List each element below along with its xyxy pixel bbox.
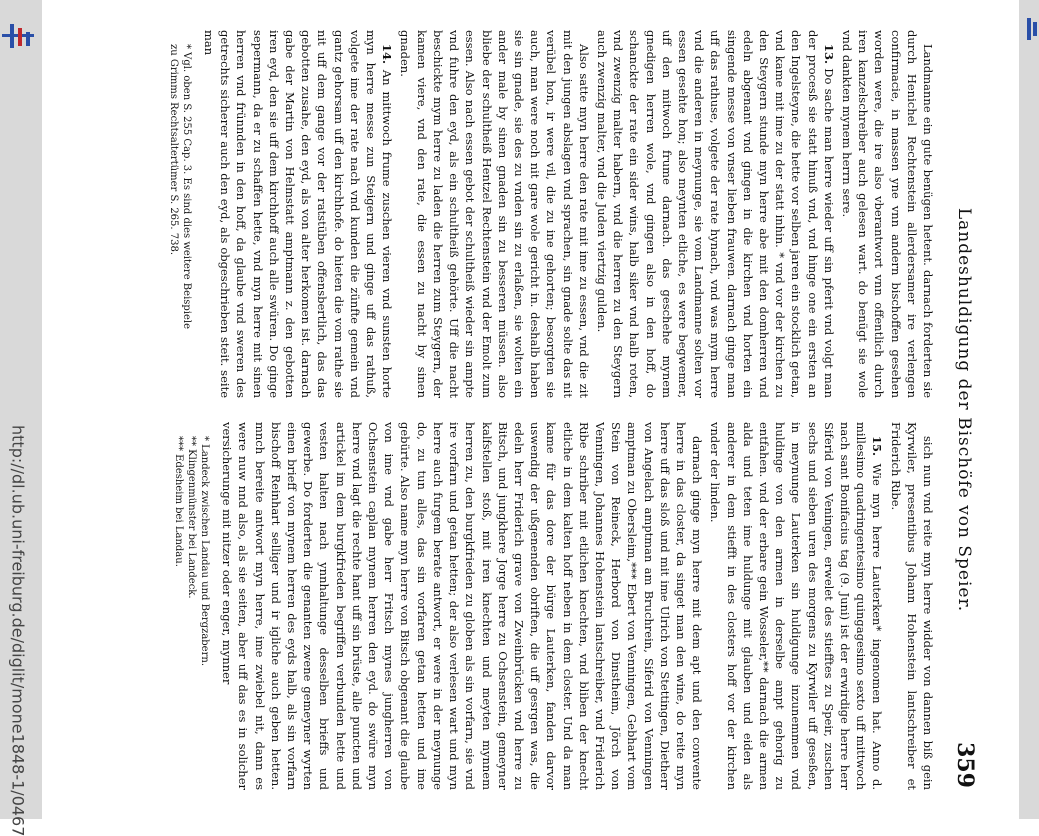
scanned-page (80, 30, 980, 790)
footnote: * Vgl. oben S. 255 Cap. 3. Es sind dies weitere Beispiele (180, 44, 192, 330)
footnotes-right (172, 422, 211, 790)
footnote: *** Edesheim bei Landau. (173, 436, 185, 567)
footnotes-left (167, 30, 193, 398)
paragraph: Also satte myn herre den rate mit ime zu essen, vnd die zit mit den jungen abslagen vnd sprachen, sin gnade solte das nit verübel hon, ir were vil, die zu ine gehorten; besorgten sie auch, man were noch nit gare wole gericht in. deshalb haben sie sin gnade, sie des zu vnden sin zu erlaßen, sie wolten ein ander male by sinen gnaden sin zu besseren müssen. also bliebe der schultheiß Hentzel Rechtenstein vnd der Emolt zum essen. Also nach essen gebot der schultheiß wieder sin ampte vnd fuhre den eyd, als ein schultheiß gehörte. Uff die nacht beschickte mym herre zu laden die herren zum Steygern, der kamen viere, vnd den rate, die essen zu nacht by sinen gnaden. (398, 30, 591, 398)
viewer-left-margin (0, 0, 42, 836)
section-number: 15. (870, 436, 885, 457)
document-url[interactable]: http://dl.ub.uni-freiburg.de/diglit/mone1848-1/0467 (8, 425, 28, 836)
section-number: 14. (380, 44, 395, 65)
paragraph: sich nun vnd reite myn herre widder von dannen biß gein Kyrwiler, presentibus Johann Hohenstein lantschreiber et Friderich Ribe. (888, 422, 935, 790)
viewer-right-margin (1019, 0, 1039, 819)
section-13 (594, 30, 837, 398)
section-15 (707, 422, 885, 790)
page-header (944, 30, 978, 790)
scanned-page-content (80, 30, 980, 790)
text-column-left (96, 30, 936, 398)
section-14 (201, 30, 395, 398)
text-column-right (96, 422, 936, 790)
library-logo-icon-right (1027, 18, 1037, 40)
running-head: Landeshuldigung der Bischöfe von Speier. (954, 207, 974, 613)
footnote: zu Grimms Rechtsaltertümer S. 265. 738. (167, 44, 179, 256)
footnote: * Landeck zwischen Landau und Bergzabern. (199, 436, 211, 666)
paragraph: Landmanne ein gute benügen hetent. darnach forderten sie durch Henichel Rechtenstein allerdersamer ire verlengen confirmacie, in massen yne vnn andern bischoffen gesehen worden were, die ire also vberantwort vnn offentlich durch iren kanzelschreiber auch gelesen wart. do benügt sie wole vnd dankten mynem herrn sere. (839, 30, 935, 398)
section-number: 13. (821, 44, 836, 65)
section-text: Do sache man herre wieder uff sin pferit vnd volgt man der procesß sie statt hinuß vnd, vnd hinge one ein ersten an den Ingelsteyne, die hette vor selben jaren ein stocklich getan, vnd kame mit ime zu der statt inhin. * vnd vor der kirchen zu den Steygern stunde myn herre abe mit den domherren vnd edeln abgenant vnd gingen in die kirchen vnd horten ein singende messe von vnser lieben frauwen. darnach ginge man uff das rathuse, volgete der rate hynach, vnd was mym herre vnd die anderen in meynunge, sie vom Landmanne solten vor essen gesehte hon; also meynten etliche, es were begwemer, uff den mitwoch frume darnach. das geschehe mynem gnedigen herren wole, vnd gingen also in den hoff, do schanckte der rate ein sider wins, halb siker vnd halb roten, vnd zwenzig malter habern, vnd die herren zu den Steygern auch zwenzig malter, vnd die Juden viertzig gulden. (594, 30, 836, 398)
section-text: Wie myn herre Lauterken* ingenomen hat. Anno d. millesimo quadringentesimo quingagesimo sexto uff mittwoch nach sant Bonifacius tag (9. Juni) ist der erwirdige herre herr Siferid von Veningen, erwelet des stiefftes zu Speir, zuschen sechs und sieben uren des morgens zu Kyrwiler uff geseßen, in meynunge Lauterken sin huldigunge inzunemmen vnd huldinge von den armen in derselbe ampt gehorig zu entfahen. vnd der erbare gein Wosseler,** darnach die armen alda und teten ime huldunge mit glauben und eiden als anderer in dem stiefft in des closters hoff vor der kirchen vnder der linden. (708, 422, 885, 790)
library-logo-icon (2, 22, 34, 50)
paragraph: darnach ginge myn herre mit dem apt und den convente herre in das closter, da singet man den wine, do reite myn herre uff das sloß und mit ime Ulrich von Stettingen, Dietherr von Angelach amptman am Bruchrein, Siferid von Venningen amptman zu Obersleim,*** Ebert von Venningen, Gebhart vom Stein von Reineck, Herbord von Dinstheim, Jörch von Venningen, Johannes Hohenstein lantschreiber, vnd Friderich Ribe schriber mit etlichen knechten, vnd bliben der knecht etliche in dem kalten hoff neben in dem closter. Und da man kame für das dore der bürge Lauterken, fanden darvor uswendig der ußgenenden obriften, die uff gesrgen was, die edeln herr Friderich grave von Zweinbrücken vnd herre zu Bitsch, und jungkhere Jorge herre zu Ochsenstein, gemeyner kalfstellen stoß, mit iren knechten und meyten mynnem herren zu, den burgkfrieden zu globen als sin vorfarn, sie vnd ire vorfarn und getan hetten; der also verlesen wart und myn herre auch furgem berate antwort, er were in der meynunge do, zu tun alles, das sin vorfaren getan hetten und ime gebürte. Also name myn herre von Bitsch obgenant die glaube von ime vnd gabe herr Fritsch mynes jungherren von Ochsenstein caplan mynem herren den eyd. do swüre myn herre vnd lagt die rechte hant uff sin brüste, alle puncten und artickel im dem burgkfrieden begriffen verbunden hette und vesten halten nach ynnhaltunge desselben brieffs und gewerbe. Do forderten die genanten zwene gemeyner wyrten einen brieff von mynem herren des eyds halb, als sin vorfarn bischoff Reinhart selliger und ir igliche auch geben hetten. mnch bereite antwort myn herre, ime zwiebel nit, dann es were nuw nnd also, als sie seiten, aber uff das es in solicher versicherunge mit nitzer oder enger, mynner (220, 422, 705, 790)
footnote: ** Klingenmünster bei Landeck. (186, 436, 198, 599)
page-number: 359 (952, 742, 978, 788)
section-text: An mittwoch frume zuschen vieren vnd sunsten horte myn herre messe zun Steigern und ginge uff das rathuß, volgete ime der rate nach vnd kunden die zünfte gemein vnd gantz gehorsam uff den kirchhofe. do hieten die vom rathe sie nit uff dem gange vor der ratstüben offensbertlich, das das gebotten zusahe, den eyd, als von alter herkomen ist. darnach gabe der Martin von Helmstatt amptmann z. den gebotten iren eyd, den sie uff dem kirchhoff auch alle swüren. Do ginge sepermann, da er zu schaffen hette, vnd myn herre mit sinen herren vnd frünnden in den hoff, da glaube vnd sweren des getrechts sicherer auch den eyd, als obgeschrieben steit. seite man (202, 30, 395, 398)
